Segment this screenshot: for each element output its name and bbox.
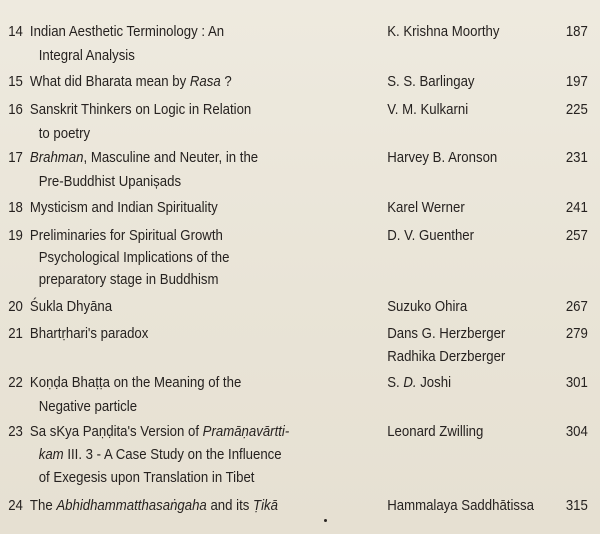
entry-page: 301 — [565, 374, 588, 391]
entry-title: Śukla Dhyāna — [29, 298, 113, 315]
entry-author: Dans G. Herzberger — [387, 325, 506, 342]
entry-title: Koṇḍa Bhaṭṭa on the Meaning of the — [29, 374, 242, 391]
entry-number: 22 — [8, 374, 23, 391]
entry-title: Sa sKya Paṇḍita's Version of Pramāṇavārtti- — [29, 423, 290, 440]
entry-title: Bhartṛhari's paradox — [29, 325, 149, 342]
entry-author: Suzuko Ohira — [387, 298, 468, 315]
entry-page: 241 — [565, 199, 588, 216]
entry-title: What did Bharata mean by Rasa ? — [29, 73, 232, 90]
entry-number: 17 — [8, 149, 23, 166]
entry-number: 15 — [8, 73, 23, 90]
entry-number: 18 — [8, 199, 23, 216]
ink-dot — [324, 519, 327, 522]
entry-number: 19 — [8, 227, 23, 244]
entry-author: S. S. Barlingay — [387, 73, 475, 90]
entry-number: 20 — [8, 298, 23, 315]
entry-title-cont: Pre-Buddhist Upanișads — [38, 173, 182, 190]
entry-page: 225 — [565, 101, 588, 118]
entry-author: K. Krishna Moorthy — [387, 23, 500, 40]
entry-author: D. V. Guenther — [387, 227, 475, 244]
entry-title: Sanskrit Thinkers on Logic in Relation — [29, 101, 252, 118]
entry-page: 304 — [565, 423, 588, 440]
entry-page: 231 — [565, 149, 588, 166]
entry-number: 21 — [8, 325, 23, 342]
entry-page: 187 — [565, 23, 588, 40]
entry-title-cont: Integral Analysis — [38, 47, 135, 64]
entry-title: Mysticism and Indian Spirituality — [29, 199, 218, 216]
entry-title: Brahman, Masculine and Neuter, in the — [29, 149, 259, 166]
entry-number: 14 — [8, 23, 23, 40]
entry-number: 23 — [8, 423, 23, 440]
entry-author: Harvey B. Aronson — [387, 149, 498, 166]
entry-page: 257 — [565, 227, 588, 244]
entry-title-cont: to poetry — [38, 125, 91, 142]
entry-number: 16 — [8, 101, 23, 118]
entry-title: Preliminaries for Spiritual Growth — [29, 227, 223, 244]
entry-title-cont: of Exegesis upon Translation in Tibet — [38, 469, 255, 486]
entry-page: 267 — [565, 298, 588, 315]
entry-author: V. M. Kulkarni — [387, 101, 469, 118]
entry-title-cont: preparatory stage in Buddhism — [38, 271, 219, 288]
entry-page: 279 — [565, 325, 588, 342]
entry-title-cont: Negative particle — [38, 398, 138, 415]
entry-title: Indian Aesthetic Terminology : An — [29, 23, 225, 40]
entry-page: 197 — [565, 73, 588, 90]
entry-page: 315 — [565, 497, 588, 514]
entry-author: Karel Werner — [387, 199, 465, 216]
entry-title-cont: kam III. 3 - A Case Study on the Influence — [38, 446, 282, 463]
entry-author-2: Radhika Derzberger — [387, 348, 506, 365]
entry-title: The Abhidhammatthasaṅgaha and its Ṭikā — [29, 497, 278, 514]
entry-author: Hammalaya Saddhātissa — [387, 497, 534, 514]
entry-author: S. D. Joshi — [387, 374, 452, 391]
entry-title-cont: Psychological Implications of the — [38, 249, 230, 266]
entry-number: 24 — [8, 497, 23, 514]
entry-author: Leonard Zwilling — [387, 423, 484, 440]
